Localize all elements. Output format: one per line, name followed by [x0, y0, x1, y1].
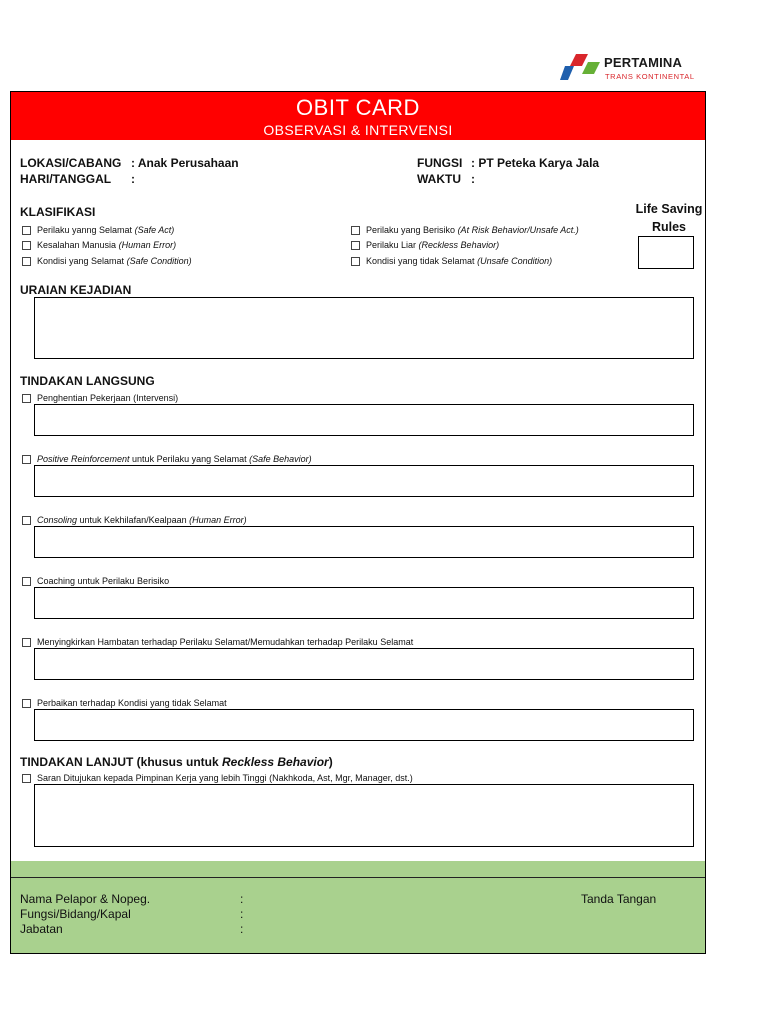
tindakan-option[interactable]: Menyingkirkan Hambatan terhadap Perilaku Selamat/Memudahkan terhadap Perilaku Selamat: [22, 637, 413, 647]
footer-colon[interactable]: :: [240, 892, 244, 906]
tindakan-lanjut-field[interactable]: [34, 784, 694, 847]
checkbox[interactable]: [351, 257, 360, 266]
signature-label: Tanda Tangan: [581, 892, 657, 906]
checkbox[interactable]: [22, 774, 31, 783]
tindakan-option[interactable]: Coaching untuk Perilaku Berisiko: [22, 576, 169, 586]
klasifikasi-option[interactable]: Kesalahan Manusia (Human Error): [22, 240, 176, 250]
fungsi-label: FUNGSI: [417, 156, 463, 170]
tindakan-lanjut-title: TINDAKAN LANJUT (khusus untuk Reckless Behavior): [20, 755, 333, 769]
checkbox[interactable]: [22, 257, 31, 266]
fungsi-value[interactable]: : PT Peteka Karya Jala: [471, 156, 600, 170]
tindakan-langsung-title: TINDAKAN LANGSUNG: [20, 374, 155, 388]
tindakan-lanjut-option[interactable]: Saran Ditujukan kepada Pimpinan Kerja yang lebih Tinggi (Nakhkoda, Ast, Mgr, Manager, dst.): [22, 773, 413, 783]
footer-colon[interactable]: :: [240, 907, 244, 921]
tindakan-field[interactable]: [34, 587, 694, 619]
checkbox[interactable]: [22, 638, 31, 647]
footer-label: Nama Pelapor & Nopeg.: [20, 892, 151, 906]
hari-tanggal-value[interactable]: :: [131, 172, 135, 186]
tindakan-option[interactable]: Perbaikan terhadap Kondisi yang tidak Selamat: [22, 698, 227, 708]
checkbox[interactable]: [22, 455, 31, 464]
checkbox[interactable]: [351, 241, 360, 250]
tindakan-field[interactable]: [34, 648, 694, 680]
checkbox[interactable]: [22, 241, 31, 250]
waktu-label: WAKTU: [417, 172, 461, 186]
klasifikasi-option[interactable]: Perilaku Liar (Reckless Behavior): [351, 240, 499, 250]
card-title: OBIT CARD: [296, 95, 420, 120]
tindakan-field[interactable]: [34, 465, 694, 497]
tindakan-field[interactable]: [34, 404, 694, 436]
obit-card: [10, 91, 706, 954]
footer-label: Jabatan: [20, 922, 63, 936]
klasifikasi-option[interactable]: Kondisi yang tidak Selamat (Unsafe Condition): [351, 256, 552, 266]
checkbox[interactable]: [22, 394, 31, 403]
checkbox[interactable]: [22, 226, 31, 235]
logo-subtitle: TRANS KONTINENTAL: [605, 72, 695, 81]
life-saving-rules-label: Life Saving Rules: [635, 202, 703, 234]
hari-tanggal-label: HARI/TANGGAL: [20, 172, 112, 186]
life-saving-rules-field[interactable]: [638, 236, 694, 269]
klasifikasi-option[interactable]: Perilaku yang Berisiko (At Risk Behavior/Unsafe Act.): [351, 225, 579, 235]
card-subtitle: OBSERVASI & INTERVENSI: [263, 122, 453, 138]
uraian-kejadian-field[interactable]: [34, 297, 694, 359]
klasifikasi-option[interactable]: Perilaku yanng Selamat (Safe Act): [22, 225, 174, 235]
tindakan-option[interactable]: Positive Reinforcement untuk Perilaku yang Selamat (Safe Behavior): [22, 454, 312, 464]
tindakan-field[interactable]: [34, 709, 694, 741]
tindakan-field[interactable]: [34, 526, 694, 558]
checkbox[interactable]: [22, 699, 31, 708]
footer-label: Fungsi/Bidang/Kapal: [20, 907, 131, 921]
checkbox[interactable]: [22, 577, 31, 586]
pertamina-logo-icon: [560, 52, 604, 82]
checkbox[interactable]: [351, 226, 360, 235]
uraian-kejadian-title: URAIAN KEJADIAN: [20, 283, 132, 297]
footer-colon[interactable]: :: [240, 922, 244, 936]
tindakan-option[interactable]: Consoling untuk Kekhilafan/Kealpaan (Human Error): [22, 515, 247, 525]
lokasi-value[interactable]: : Anak Perusahaan: [131, 156, 239, 170]
tindakan-option[interactable]: Penghentian Pekerjaan (Intervensi): [22, 393, 178, 403]
pertamina-logo: [560, 50, 700, 86]
lokasi-label: LOKASI/CABANG: [20, 156, 122, 170]
waktu-value[interactable]: :: [471, 172, 475, 186]
logo-brand: PERTAMINA: [604, 55, 683, 70]
klasifikasi-option[interactable]: Kondisi yang Selamat (Safe Condition): [22, 256, 192, 266]
klasifikasi-title: KLASIFIKASI: [20, 205, 96, 219]
card-header: [11, 92, 705, 140]
reporter-footer: [11, 861, 705, 953]
checkbox[interactable]: [22, 516, 31, 525]
footer-divider: [11, 877, 705, 878]
